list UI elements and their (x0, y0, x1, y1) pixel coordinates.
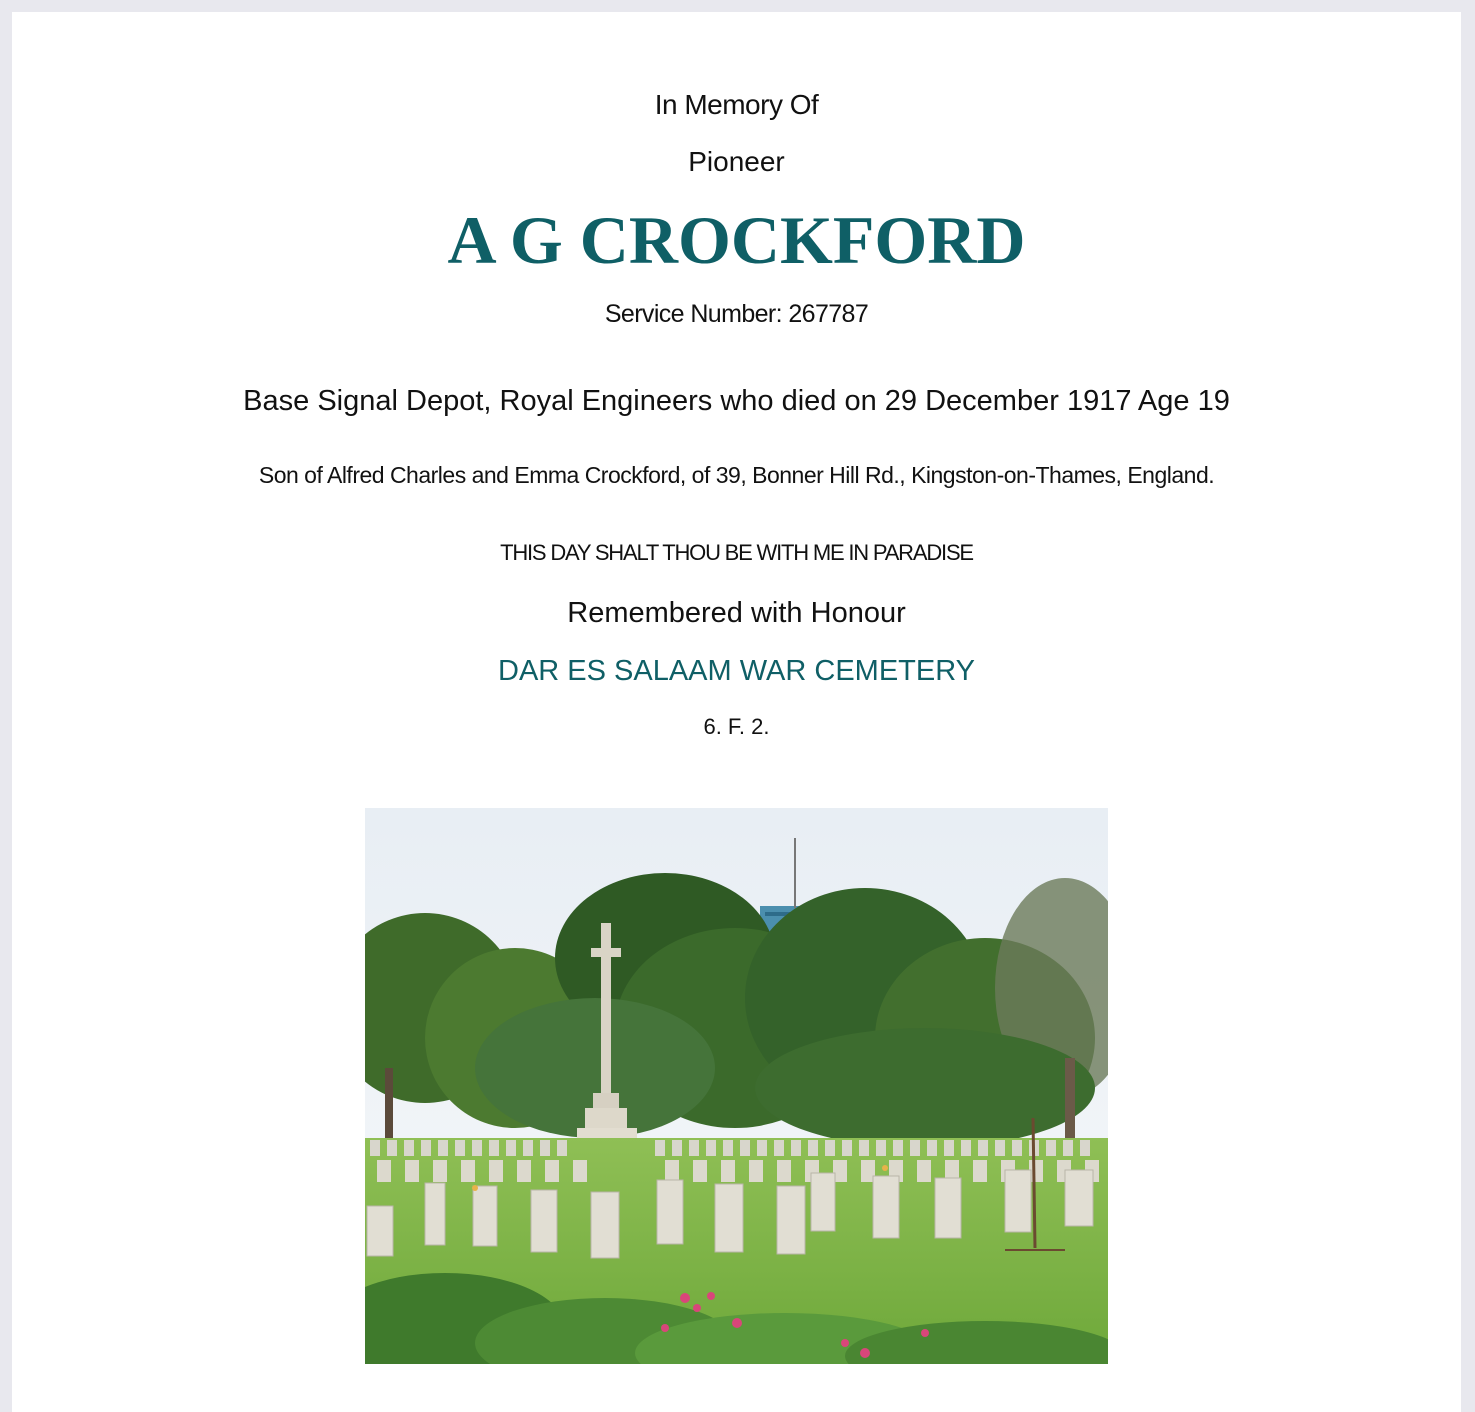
service-number: Service Number: 267787 (604, 300, 869, 328)
epitaph: THIS DAY SHALT THOU BE WITH ME IN PARADISE (500, 540, 973, 565)
remembered-with-honour: Remembered with Honour (567, 597, 906, 629)
unit-and-death: Base Signal Depot, Royal Engineers who died on 29 December 1917 Age 19 (243, 385, 1230, 417)
grave-reference: 6. F. 2. (703, 714, 770, 739)
cemetery-name: DAR ES SALAAM WAR CEMETERY (498, 655, 975, 687)
rank: Pioneer (688, 146, 785, 177)
cemetery-photo (365, 808, 1108, 1364)
heading: In Memory Of (654, 89, 819, 120)
casualty-name: A G CROCKFORD (447, 202, 1026, 278)
memorial-page (12, 12, 1461, 1412)
family-details: Son of Alfred Charles and Emma Crockford, of 39, Bonner Hill Rd., Kingston-on-Thames, England. (258, 462, 1215, 488)
